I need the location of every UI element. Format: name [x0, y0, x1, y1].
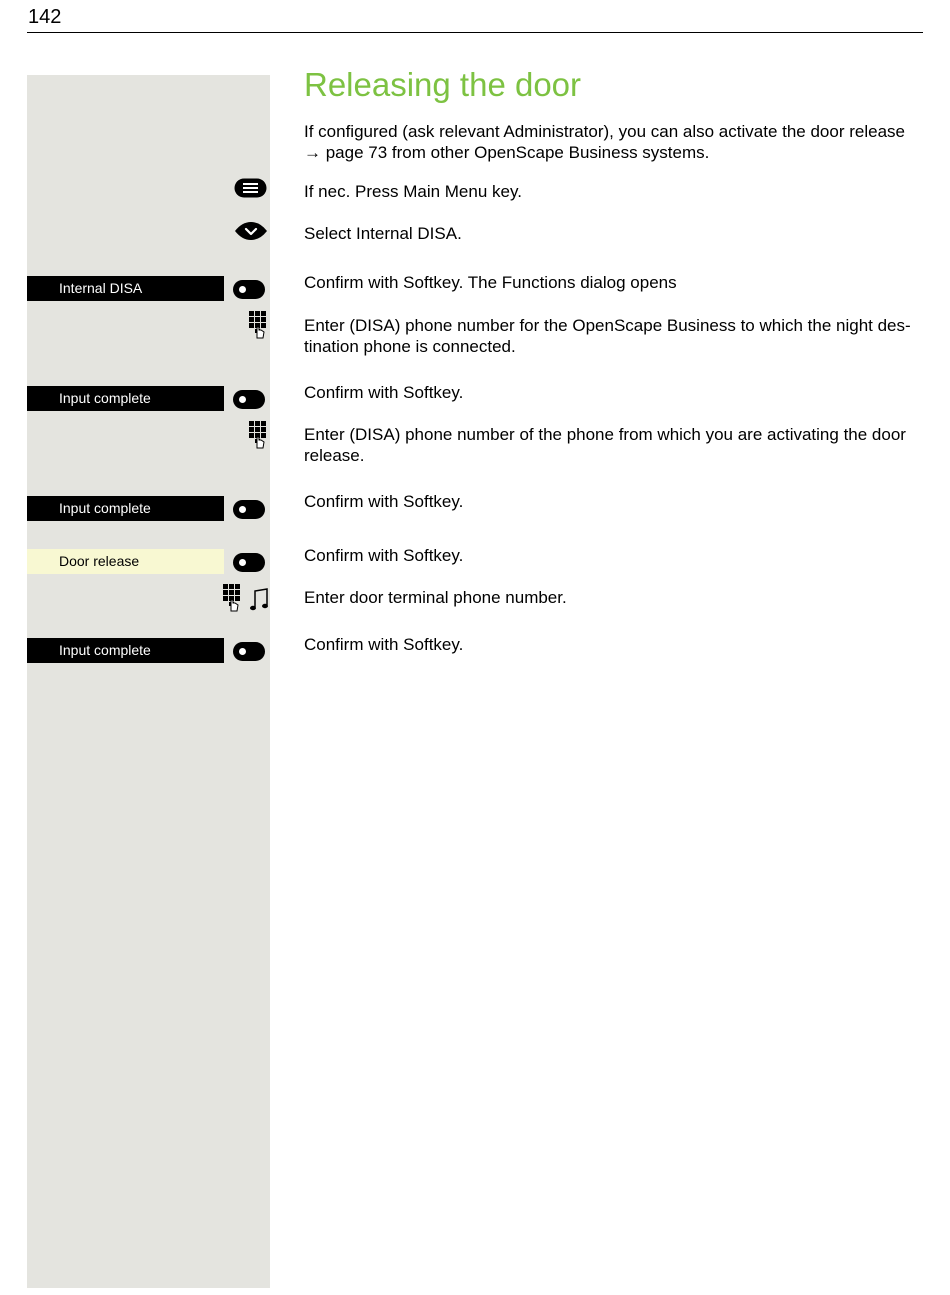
softkey-label-input-complete[interactable]: Input complete — [27, 386, 224, 411]
softkey-icon[interactable] — [233, 280, 265, 299]
softkey-label-input-complete[interactable]: Input complete — [27, 496, 224, 521]
softkey-icon[interactable] — [233, 642, 265, 661]
intro-text: If configured (ask relevant Administrator), you can also activate the door release → page 73 from other OpenScape Business systems. — [304, 122, 905, 162]
step-text: Confirm with Softkey. — [304, 492, 464, 511]
step-text: Enter door terminal phone number. — [304, 588, 567, 607]
step-text: Confirm with Softkey. The Functions dialog opens — [304, 273, 677, 292]
softkey-icon[interactable] — [233, 553, 265, 572]
main-menu-key-icon — [234, 178, 267, 198]
softkey-icon[interactable] — [233, 390, 265, 409]
header-rule — [27, 32, 923, 33]
left-sidebar-panel — [27, 75, 270, 1288]
page-number: 142 — [28, 6, 62, 28]
softkey-label-input-complete[interactable]: Input complete — [27, 638, 224, 663]
step-text: If nec. Press Main Menu key. — [304, 182, 522, 201]
step-text: Confirm with Softkey. — [304, 383, 464, 402]
step-text: Select Internal DISA. — [304, 224, 462, 243]
step-text: Confirm with Softkey. — [304, 546, 464, 565]
keypad-icon — [248, 420, 268, 450]
softkey-icon[interactable] — [233, 500, 265, 519]
keypad-icon — [248, 310, 268, 340]
page-title: Releasing the door — [304, 66, 582, 103]
step-text: Enter (DISA) phone number for the OpenScape Business to which the night des-tination phone is connected. — [304, 316, 911, 356]
softkey-label-door-release[interactable]: Door release — [27, 549, 224, 574]
softkey-label-internal-disa[interactable]: Internal DISA — [27, 276, 224, 301]
step-text: Confirm with Softkey. — [304, 635, 464, 654]
navigation-key-icon — [234, 221, 268, 241]
keypad-with-tone-icon — [222, 583, 270, 613]
step-text: Enter (DISA) phone number of the phone from which you are activating the door release. — [304, 425, 906, 465]
